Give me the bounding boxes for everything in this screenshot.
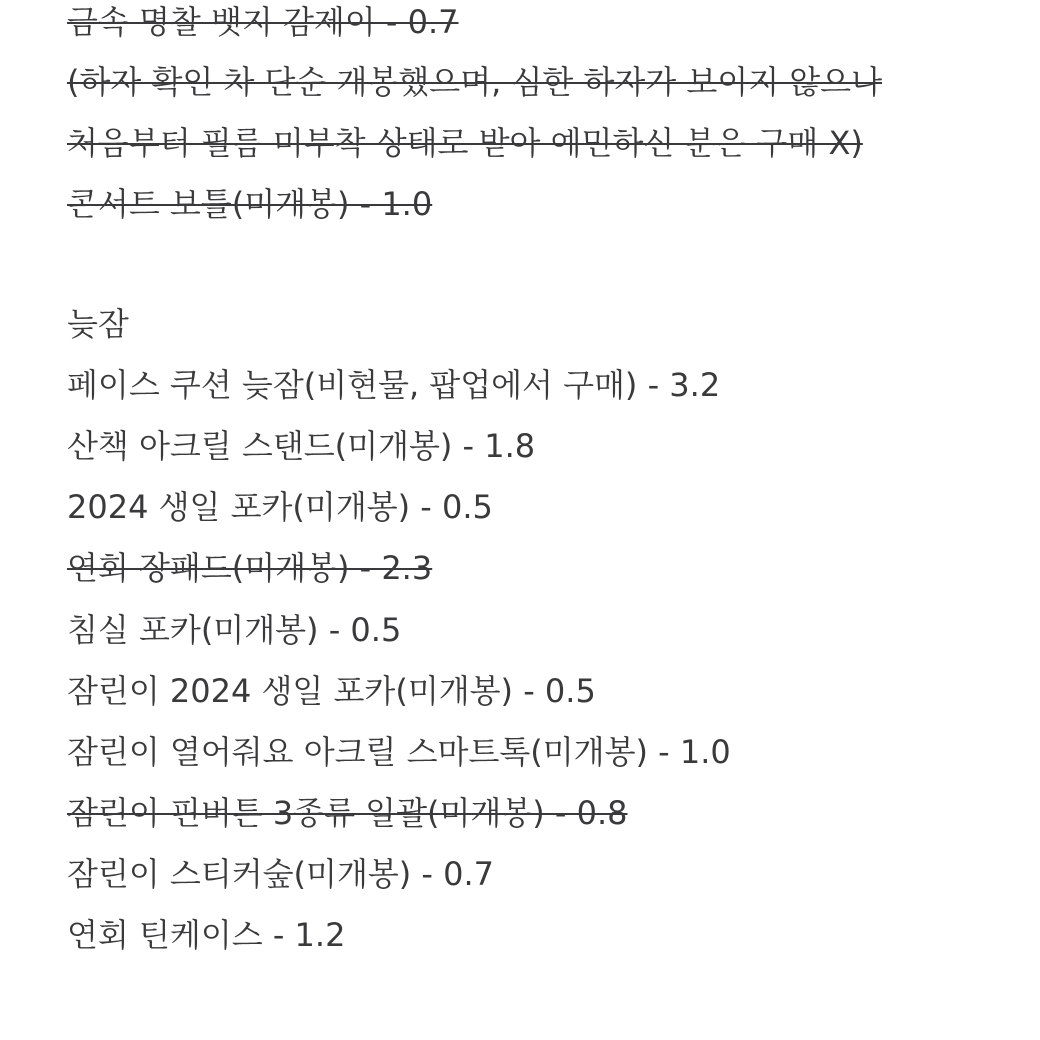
item-text: 페이스 쿠션 늦잠(비현물, 팝업에서 구매) - 3.2 bbox=[67, 365, 721, 404]
note-line bbox=[67, 174, 1027, 235]
blank-line bbox=[67, 236, 1027, 294]
item-text: 잠린이 스티커숲(미개봉) - 0.7 bbox=[67, 855, 495, 894]
note-line bbox=[67, 355, 1027, 416]
note-line bbox=[67, 661, 1027, 722]
note-line bbox=[67, 722, 1027, 783]
item-text: 연회 틴케이스 - 1.2 bbox=[67, 916, 346, 955]
note-line bbox=[67, 844, 1027, 905]
item-text: 잠린이 열어줘요 아크릴 스마트톡(미개봉) - 1.0 bbox=[67, 732, 731, 771]
item-text: 2024 생일 포카(미개봉) - 0.5 bbox=[67, 488, 493, 527]
section-heading bbox=[67, 294, 1027, 355]
item-text: 산책 아크릴 스탠드(미개봉) - 1.8 bbox=[67, 426, 536, 465]
item-text: 침실 포카(미개봉) - 0.5 bbox=[67, 610, 402, 649]
note-line bbox=[67, 905, 1027, 966]
note-line bbox=[67, 538, 1027, 599]
struck-item-text: 연회 장패드(미개봉) - 2.3 bbox=[67, 549, 433, 588]
note-line bbox=[67, 416, 1027, 477]
struck-item-text: 금속 명찰 뱃지 감제이 - 0.7 bbox=[67, 3, 459, 41]
note-line bbox=[67, 600, 1027, 661]
struck-item-text: 처음부터 필름 미부착 상태로 받아 예민하신 분은 구매 X) bbox=[67, 124, 863, 163]
note-line bbox=[67, 477, 1027, 538]
struck-item-text: 콘서트 보틀(미개봉) - 1.0 bbox=[67, 185, 433, 224]
section-heading-text: 늦잠 bbox=[67, 304, 129, 343]
note-line bbox=[67, 113, 1027, 174]
note-body bbox=[67, 0, 1027, 967]
note-line bbox=[67, 0, 1027, 52]
note-line bbox=[67, 52, 1027, 113]
struck-item-text: (하자 확인 차 단순 개봉했으며, 심한 하자가 보이지 않으나 bbox=[67, 63, 883, 101]
item-text: 잠린이 2024 생일 포카(미개봉) - 0.5 bbox=[67, 671, 596, 710]
struck-item-text: 잠린이 핀버튼 3종류 일괄(미개봉) - 0.8 bbox=[67, 794, 628, 833]
note-line bbox=[67, 783, 1027, 844]
